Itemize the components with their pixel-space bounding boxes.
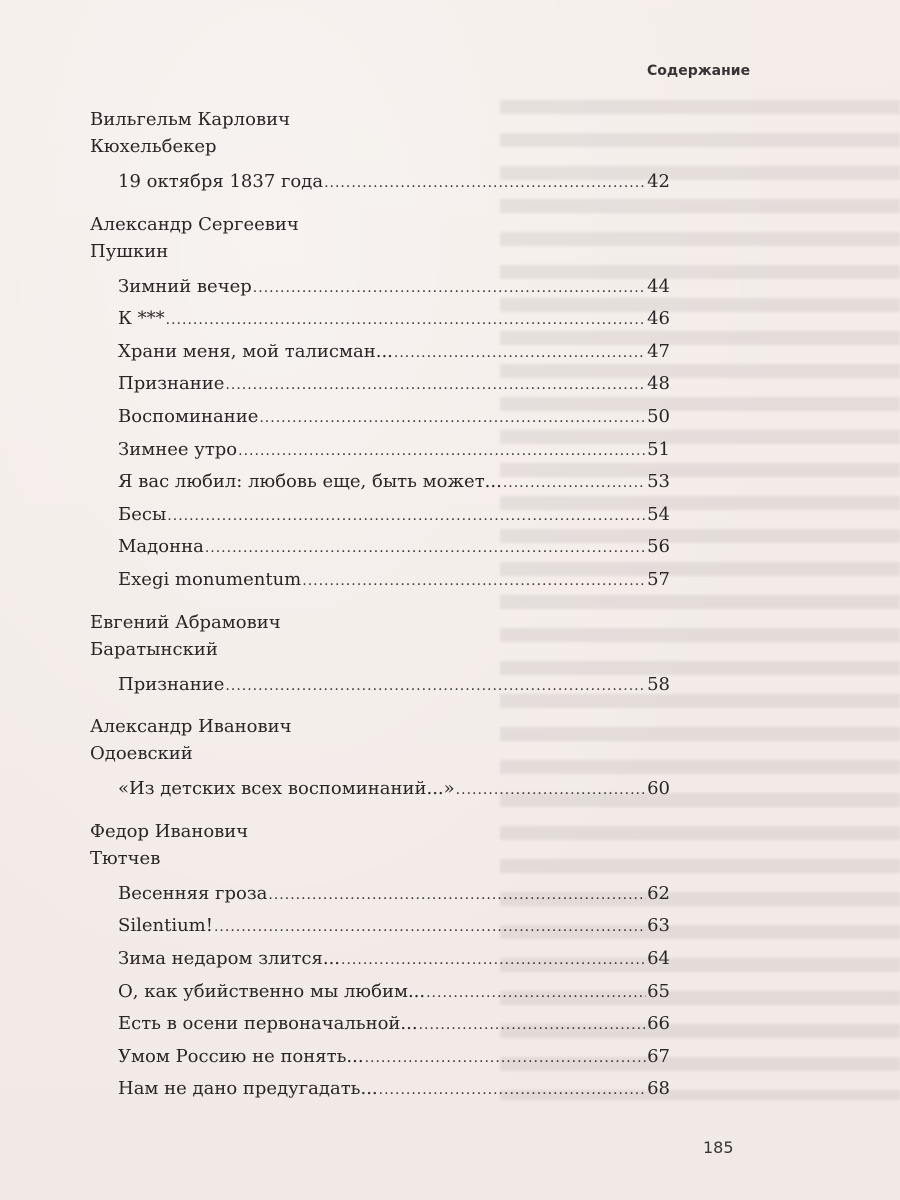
author-last-name: Баратынский	[90, 638, 218, 660]
entry-page: 67	[647, 1045, 670, 1067]
entry-page: 46	[647, 308, 670, 330]
entry-title: Нам не дано предугадать...	[118, 1078, 378, 1100]
author-name	[90, 818, 670, 872]
author-last-name: Тютчев	[90, 847, 161, 869]
entry-title: Я вас любил: любовь еще, быть может...	[118, 471, 502, 493]
dot-leader	[426, 977, 646, 1010]
toc-author-group	[90, 818, 670, 1106]
author-last-name: Пушкин	[90, 240, 169, 262]
entry-title: Храни меня, мой талисман...	[118, 340, 393, 362]
dot-leader	[365, 1042, 647, 1075]
table-of-contents	[90, 106, 670, 1118]
dot-leader	[324, 167, 646, 200]
toc-entry[interactable]	[90, 531, 670, 564]
dot-leader	[419, 1009, 647, 1042]
entry-title: О, как убийственно мы любим...	[118, 980, 426, 1002]
toc-entry[interactable]	[90, 271, 670, 304]
dot-leader	[238, 435, 646, 468]
dot-leader	[225, 369, 646, 402]
entry-title: Умом Россию не понять...	[118, 1045, 364, 1067]
author-name	[90, 713, 670, 767]
entry-page: 48	[647, 373, 670, 395]
author-name	[90, 106, 670, 160]
dot-leader	[225, 670, 646, 703]
entry-title: «Из детских всех воспоминаний...»	[118, 778, 455, 800]
entry-page: 63	[647, 915, 670, 937]
entry-title: Признание	[118, 673, 225, 695]
entry-title: Зимний вечер	[118, 275, 252, 297]
entry-title: Зимнее утро	[118, 438, 238, 460]
toc-entry[interactable]	[90, 943, 670, 976]
dot-leader	[302, 565, 646, 598]
toc-author-group	[90, 713, 670, 806]
entry-page: 65	[647, 980, 670, 1002]
author-first-name: Александр Сергеевич	[90, 213, 299, 235]
entry-title: Мадонна	[118, 536, 204, 558]
author-first-name: Александр Иванович	[90, 716, 292, 738]
entry-title: Зима недаром злится...	[118, 947, 341, 969]
toc-entry[interactable]	[90, 878, 670, 911]
entry-page: 56	[647, 536, 670, 558]
entry-title: К ***	[118, 308, 165, 330]
dot-leader	[253, 272, 646, 305]
author-name	[90, 609, 670, 663]
author-first-name: Федор Иванович	[90, 820, 249, 842]
dot-leader	[268, 879, 646, 912]
toc-entry[interactable]	[90, 466, 670, 499]
dot-leader	[341, 944, 646, 977]
entry-title: Признание	[118, 373, 225, 395]
dot-leader	[166, 304, 646, 337]
dot-leader	[379, 1074, 646, 1107]
entry-page: 68	[647, 1078, 670, 1100]
toc-entry[interactable]	[90, 368, 670, 401]
entry-page: 42	[647, 171, 670, 192]
entry-page: 66	[647, 1013, 670, 1035]
toc-entry[interactable]	[90, 669, 670, 702]
entry-page: 60	[647, 778, 670, 800]
entry-page: 44	[647, 275, 670, 297]
toc-entry[interactable]	[90, 773, 670, 806]
toc-author-group	[90, 211, 670, 597]
toc-entry[interactable]	[90, 499, 670, 532]
entry-page: 62	[647, 882, 670, 904]
entry-title: Silentium!	[118, 915, 213, 937]
toc-entry[interactable]	[90, 166, 670, 199]
toc-author-group	[90, 609, 670, 702]
entry-page: 64	[647, 947, 670, 969]
toc-entry[interactable]	[90, 336, 670, 369]
author-first-name: Вильгельм Карлович	[90, 109, 290, 130]
dot-leader	[394, 337, 646, 370]
toc-entry[interactable]	[90, 910, 670, 943]
author-last-name: Кюхельбекер	[90, 136, 217, 157]
entry-title: Exegi monumentum	[118, 568, 302, 590]
entry-page: 53	[647, 471, 670, 493]
dot-leader	[214, 911, 646, 944]
entry-title: Бесы	[118, 503, 167, 525]
toc-entry[interactable]	[90, 303, 670, 336]
entry-page: 58	[647, 673, 670, 695]
entry-title: 19 октября 1837 года	[118, 171, 324, 192]
toc-entry[interactable]	[90, 1073, 670, 1106]
entry-page: 57	[647, 568, 670, 590]
toc-entry[interactable]	[90, 1041, 670, 1074]
entry-title: Есть в осени первоначальной...	[118, 1013, 418, 1035]
toc-entry[interactable]	[90, 434, 670, 467]
dot-leader	[205, 532, 646, 565]
entry-page: 50	[647, 405, 670, 427]
entry-title: Воспоминание	[118, 405, 259, 427]
toc-entry[interactable]	[90, 401, 670, 434]
toc-entry[interactable]	[90, 976, 670, 1009]
dot-leader	[503, 467, 646, 500]
entry-title: Весенняя гроза	[118, 882, 268, 904]
entry-page: 47	[647, 340, 670, 362]
author-name	[90, 211, 670, 265]
toc-entry[interactable]	[90, 564, 670, 597]
dot-leader	[167, 500, 646, 533]
page-number: 185	[703, 1138, 734, 1157]
entry-page: 54	[647, 503, 670, 525]
running-head: Содержание	[647, 63, 751, 79]
dot-leader	[456, 774, 646, 807]
toc-entry[interactable]	[90, 1008, 670, 1041]
toc-author-group	[90, 106, 670, 199]
author-first-name: Евгений Абрамович	[90, 611, 281, 633]
dot-leader	[259, 402, 646, 435]
entry-page: 51	[647, 438, 670, 460]
author-last-name: Одоевский	[90, 743, 193, 765]
